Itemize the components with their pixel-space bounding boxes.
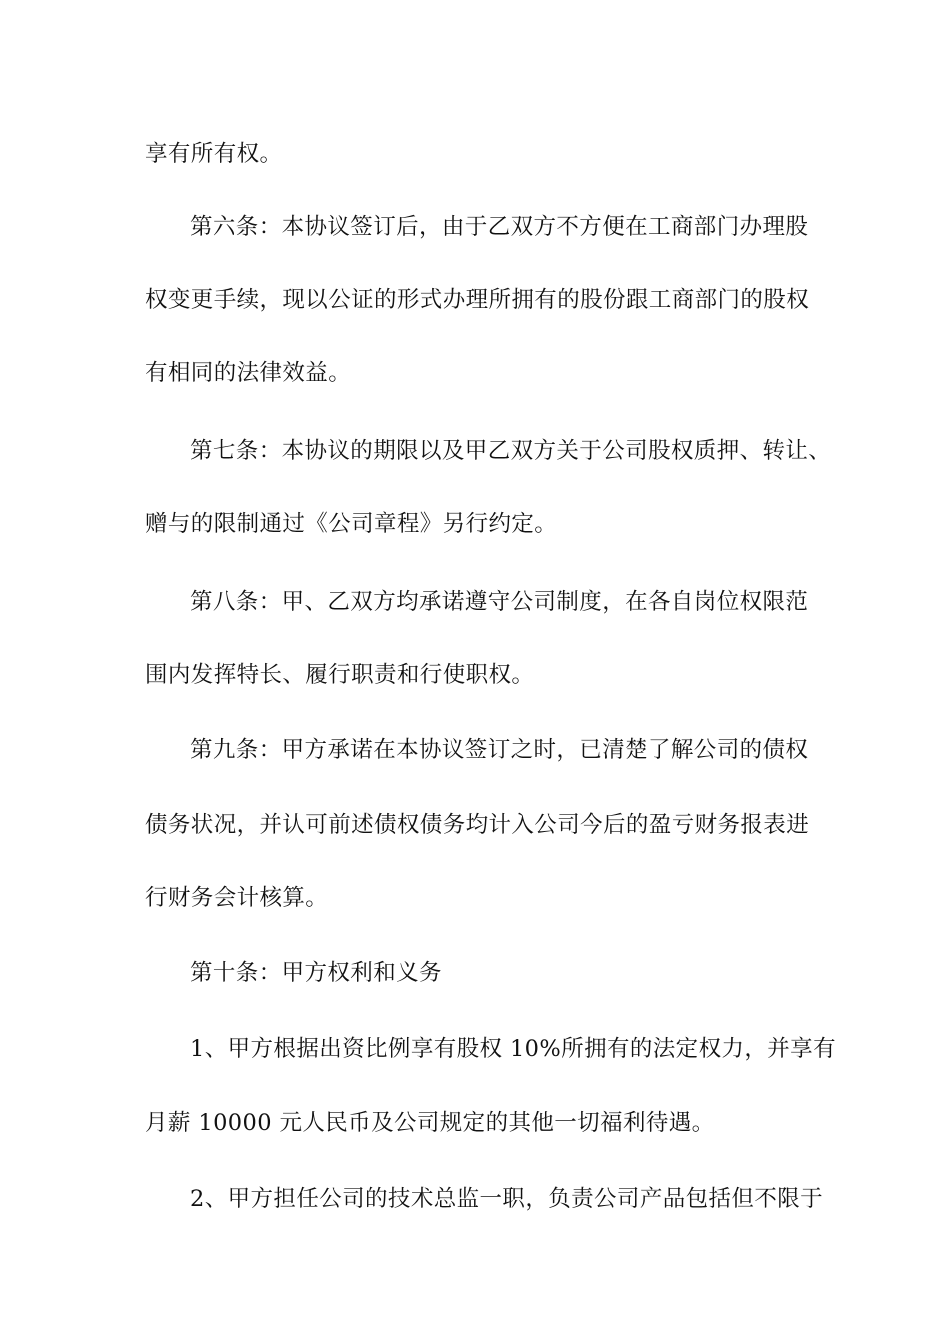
article-6-line: 第六条：本协议签订后，由于乙双方不方便在工商部门办理股 — [190, 214, 809, 240]
text-line: 享有所有权。 — [145, 141, 283, 167]
article-10-heading: 第十条：甲方权利和义务 — [190, 960, 442, 986]
clause-2-line: 2、甲方担任公司的技术总监一职，负责公司产品包括但不限于 — [190, 1186, 824, 1212]
article-8-line: 第八条：甲、乙双方均承诺遵守公司制度，在各自岗位权限范 — [190, 589, 809, 615]
text-line: 有相同的法律效益。 — [145, 360, 352, 386]
text-line: 月薪 10000 元人民币及公司规定的其他一切福利待遇。 — [145, 1110, 715, 1136]
article-9-line: 第九条：甲方承诺在本协议签订之时，已清楚了解公司的债权 — [190, 737, 809, 763]
article-7-line: 第七条：本协议的期限以及甲乙双方关于公司股权质押、转让、 — [190, 438, 832, 464]
clause-1-line: 1、甲方根据出资比例享有股权 10%所拥有的法定权力，并享有 — [190, 1036, 836, 1062]
text-line: 债务状况，并认可前述债权债务均计入公司今后的盈亏财务报表进 — [145, 812, 810, 838]
text-line: 行财务会计核算。 — [145, 885, 329, 911]
text-line: 围内发挥特长、履行职责和行使职权。 — [145, 662, 535, 688]
text-line: 赠与的限制通过《公司章程》另行约定。 — [145, 511, 558, 537]
text-line: 权变更手续，现以公证的形式办理所拥有的股份跟工商部门的股权 — [145, 287, 810, 313]
